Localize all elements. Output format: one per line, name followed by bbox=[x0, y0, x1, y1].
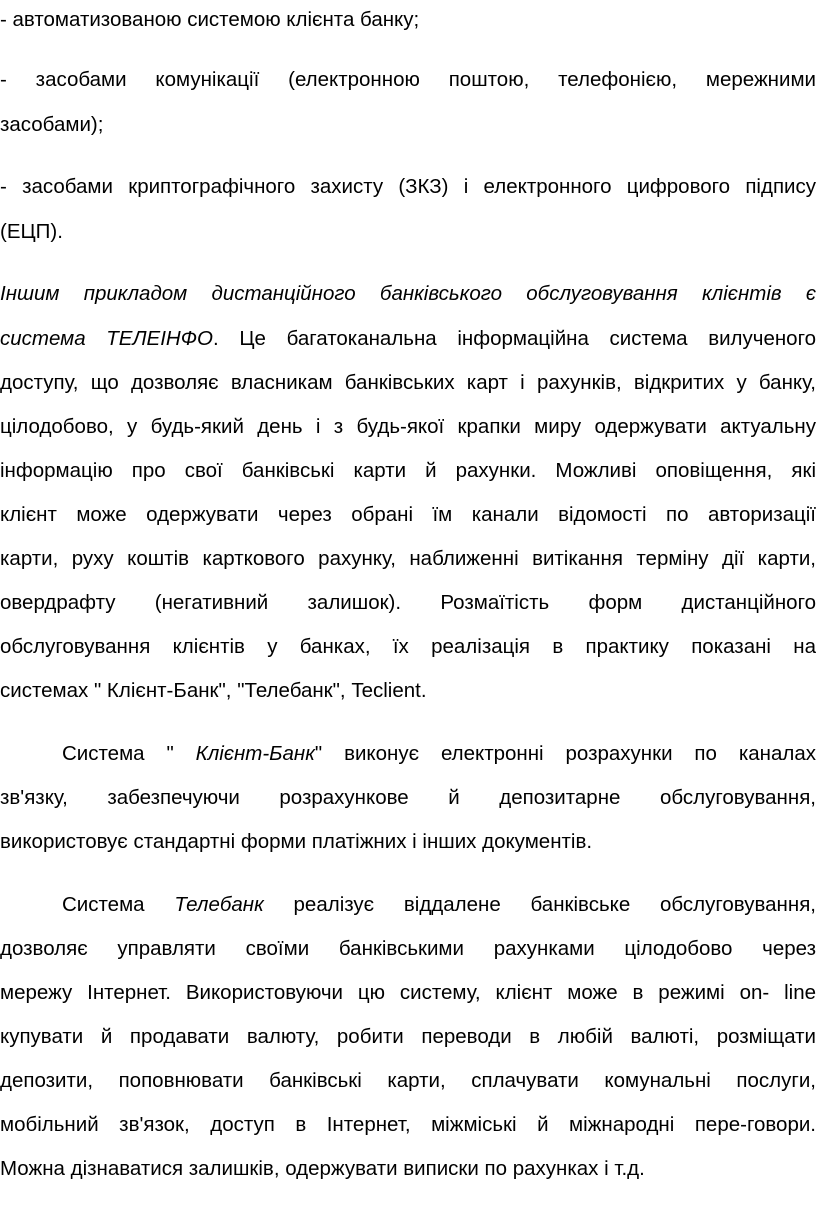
text-line-22 bbox=[0, 1023, 816, 1051]
text-span: - засобами комунікації (електронною поштою, телефонією, мережними bbox=[0, 68, 816, 91]
text-span: Система " bbox=[62, 742, 196, 765]
italic-term: Телебанк bbox=[174, 893, 264, 916]
text-span: мережу Інтернет. Використовуючи цю систему, клієнт може в режимі on- line bbox=[0, 981, 816, 1004]
text-span: - засобами криптографічного захисту (ЗКЗ) і електронного цифрового підпису bbox=[0, 175, 816, 198]
text-line-20 bbox=[0, 935, 816, 963]
text-line-15 bbox=[0, 677, 816, 705]
text-line-12 bbox=[0, 545, 816, 573]
text-span: Можна дізнаватися залишків, одержувати виписки по рахунках і т.д. bbox=[0, 1157, 645, 1180]
text-line-9 bbox=[0, 413, 816, 441]
text-line-13 bbox=[0, 589, 816, 617]
text-span: зв'язку, забезпечуючи розрахункове й депозитарне обслуговування, bbox=[0, 786, 816, 809]
text-span: цілодобово, у будь-який день і з будь-якої крапки миру одержувати актуальну bbox=[0, 415, 816, 438]
text-span: системах " Клієнт-Банк", "Телебанк", Teclient. bbox=[0, 679, 427, 702]
italic-term: Клієнт-Банк bbox=[195, 742, 315, 765]
text-span: обслуговування клієнтів у банках, їх реалізація в практику показані на bbox=[0, 635, 816, 658]
text-line-10 bbox=[0, 457, 816, 485]
text-span: мобільний зв'язок, доступ в Інтернет, міжміські й міжнародні пере-говори. bbox=[0, 1113, 816, 1136]
text-line-1 bbox=[0, 6, 816, 34]
text-line-11 bbox=[0, 501, 816, 529]
text-line-7 bbox=[0, 325, 816, 353]
text-span: дозволяє управляти своїми банківськими рахунками цілодобово через bbox=[0, 937, 816, 960]
text-line-4 bbox=[0, 173, 816, 201]
text-span: доступу, що дозволяє власникам банківських карт і рахунків, відкритих у банку, bbox=[0, 371, 816, 394]
text-line-24 bbox=[0, 1111, 816, 1139]
text-line-16 bbox=[62, 740, 816, 768]
text-line-25 bbox=[0, 1155, 816, 1183]
text-line-8 bbox=[0, 369, 816, 397]
text-line-21 bbox=[0, 979, 816, 1007]
text-span: реалізує віддалене банківське обслуговування, bbox=[263, 893, 816, 916]
text-span: інформацію про свої банківські карти й рахунки. Можливі оповіщення, які bbox=[0, 459, 816, 482]
text-span: засобами); bbox=[0, 113, 104, 136]
text-line-3 bbox=[0, 111, 816, 139]
text-line-14 bbox=[0, 633, 816, 661]
italic-term: система ТЕЛЕІНФО bbox=[0, 327, 213, 350]
text-span: Система bbox=[62, 893, 175, 916]
text-line-5 bbox=[0, 218, 816, 246]
text-span: . Це багатоканальна інформаційна система вилученого bbox=[212, 327, 816, 350]
text-span: використовує стандартні форми платіжних і інших документів. bbox=[0, 830, 593, 853]
text-span: карти, руху коштів карткового рахунку, наближенні витікання терміну дії карти, bbox=[0, 547, 816, 570]
text-span: (ЕЦП). bbox=[0, 220, 63, 243]
text-span: - автоматизованою системою клієнта банку; bbox=[0, 8, 420, 31]
text-line-19 bbox=[62, 891, 816, 919]
text-line-23 bbox=[0, 1067, 816, 1095]
text-line-6 bbox=[0, 280, 816, 308]
text-line-18 bbox=[0, 828, 816, 856]
text-line-17 bbox=[0, 784, 816, 812]
text-line-2 bbox=[0, 66, 816, 94]
text-span: клієнт може одержувати через обрані їм канали відомості по авторизації bbox=[0, 503, 816, 526]
text-span: депозити, поповнювати банківські карти, сплачувати комунальні послуги, bbox=[0, 1069, 816, 1092]
text-span: Іншим прикладом дистанційного банківського обслуговування клієнтів є bbox=[0, 282, 816, 305]
text-span: " виконує електронні розрахунки по каналах bbox=[314, 742, 816, 765]
text-span: овердрафту (негативний залишок). Розмаїтість форм дистанційного bbox=[0, 591, 816, 614]
text-span: купувати й продавати валюту, робити переводи в любій валюті, розміщати bbox=[0, 1025, 816, 1048]
